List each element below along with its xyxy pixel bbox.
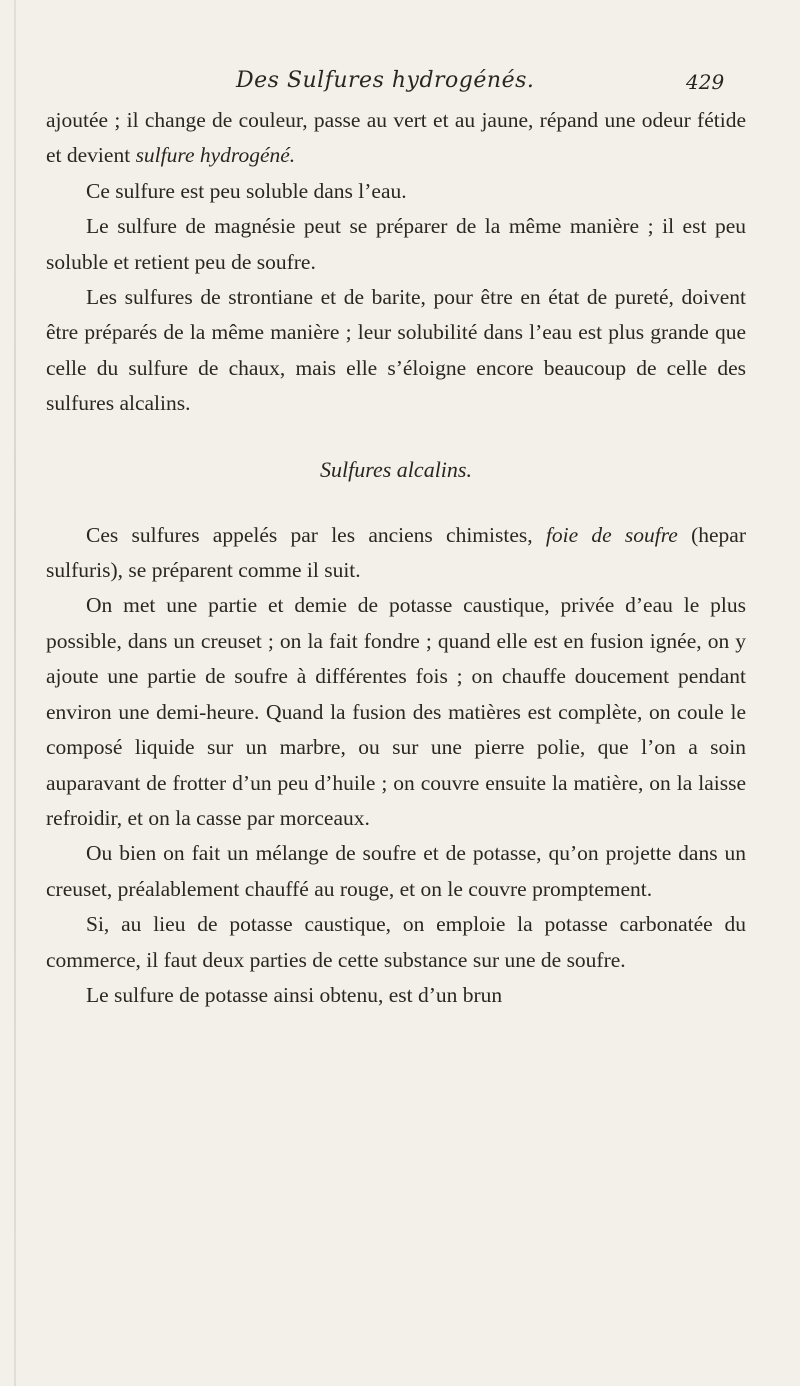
- paragraph: Le sulfure de magnésie peut se préparer de la même manière ; il est peu soluble et retient peu de soufre.: [46, 214, 746, 274]
- paragraph: On met une partie et demie de potasse caustique, privée d’eau le plus possible, dans un creuset ; on la fait fondre ; quand elle est en fusion ignée, on y ajoute une partie de soufre à différentes fois ; on chauffe doucement pendant environ une demi-heure. Quand la fusion des matières est complète, on coule le composé liquide sur un marbre, ou sur une pierre polie, que l’on a soin auparavant de frotter d’un peu d’huile ; on couvre ensuite la matière, on la laisse refroidir, et on la casse par morceaux.: [46, 593, 746, 830]
- body-text: [46, 103, 746, 1013]
- paragraph-text: Ces sulfures appelés par les anciens chimistes,: [86, 522, 546, 547]
- running-title: Des Sulfures hydrogénés.: [236, 68, 535, 93]
- section-heading: Sulfures alcalins.: [320, 456, 472, 482]
- paragraph-text: (hepar sulfuris), se préparent comme il suit.: [46, 522, 746, 583]
- paragraph: [46, 518, 746, 589]
- paragraph: Les sulfures de strontiane et de barite, pour être en état de pureté, doivent être préparés de la même manière ; leur solubilité dans l’eau est plus grande que celle du sulfure de chaux, mais elle s’éloigne encore beaucoup de celle des sulfures alcalins.: [46, 285, 746, 416]
- paragraph: Ce sulfure est peu soluble dans l’eau.: [86, 178, 407, 203]
- page-header: [0, 68, 800, 102]
- paragraph-continued: [46, 103, 746, 174]
- paragraph: Le sulfure de potasse ainsi obtenu, est d’un brun: [86, 982, 503, 1007]
- italic-term: sulfure hydrogéné.: [135, 143, 296, 168]
- page-number: 429: [686, 70, 725, 94]
- paragraph: Si, au lieu de potasse caustique, on emploie la potasse carbonatée du commerce, il faut deux parties de cette substance sur une de soufre.: [46, 912, 746, 972]
- paragraph-text: ajoutée ; il change de couleur, passe au vert et au jaune, répand une odeur fétide et devient: [46, 108, 746, 168]
- paragraph: Ou bien on fait un mélange de soufre et de potasse, qu’on projette dans un creuset, préalablement chauffé au rouge, et on le couvre promptement.: [46, 841, 746, 901]
- page-edge-shadow: [14, 0, 16, 1386]
- italic-term: foie de soufre: [545, 522, 678, 547]
